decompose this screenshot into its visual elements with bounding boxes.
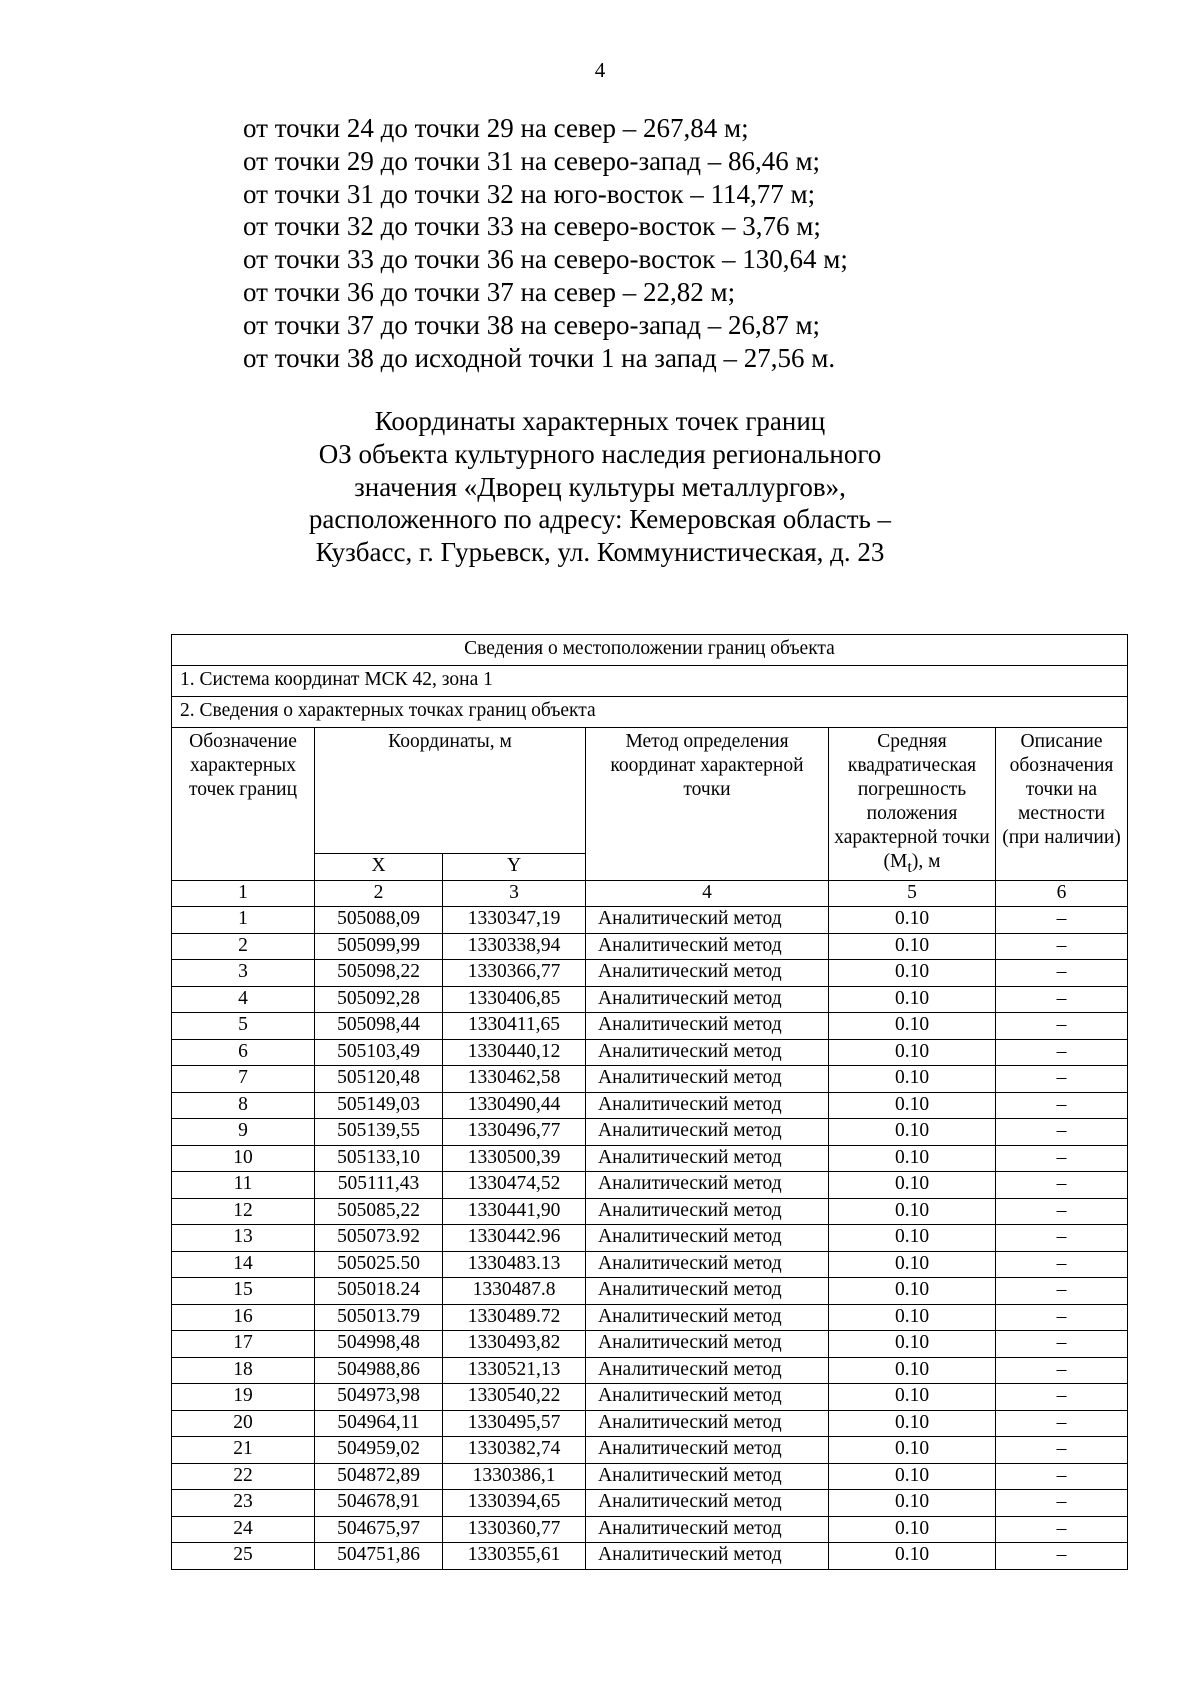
method: Аналитический метод xyxy=(586,1543,829,1570)
mean-error: 0.10 xyxy=(829,1463,996,1490)
point-description: – xyxy=(996,1172,1128,1199)
y-coordinate: 1330355,61 xyxy=(443,1543,586,1570)
method: Аналитический метод xyxy=(586,1225,829,1252)
method: Аналитический метод xyxy=(586,1516,829,1543)
table-row xyxy=(172,933,1128,960)
x-coordinate: 505149,03 xyxy=(315,1092,443,1119)
y-coordinate: 1330490,44 xyxy=(443,1092,586,1119)
point-number: 11 xyxy=(172,1172,315,1199)
y-coordinate: 1330500,39 xyxy=(443,1145,586,1172)
y-coordinate: 1330441,90 xyxy=(443,1198,586,1225)
point-description: – xyxy=(996,1331,1128,1358)
method: Аналитический метод xyxy=(586,1490,829,1517)
table-row xyxy=(172,1543,1128,1570)
y-coordinate: 1330360,77 xyxy=(443,1516,586,1543)
point-description: – xyxy=(996,986,1128,1013)
x-coordinate: 505025.50 xyxy=(315,1251,443,1278)
point-description: – xyxy=(996,960,1128,987)
header-description: Описание обозначения точки на местности (при наличии) xyxy=(996,728,1128,881)
point-number: 10 xyxy=(172,1145,315,1172)
y-coordinate: 1330442.96 xyxy=(443,1225,586,1252)
header-error xyxy=(829,728,996,881)
header-error-text: Средняя квадратическая погрешность положения характерной точки $(M_t)$, м xyxy=(834,731,990,876)
route-line: от точки 36 до точки 37 на север – 22,82 м; xyxy=(243,276,736,307)
point-number: 7 xyxy=(172,1066,315,1093)
y-coordinate: 1330483.13 xyxy=(443,1251,586,1278)
point-number: 13 xyxy=(172,1225,315,1252)
y-coordinate: 1330540,22 xyxy=(443,1384,586,1411)
table-row xyxy=(172,1410,1128,1437)
x-coordinate: 505088,09 xyxy=(315,907,443,934)
heading-line: расположенного по адресу: Кемеровская область – xyxy=(308,504,892,535)
y-coordinate: 1330394,65 xyxy=(443,1490,586,1517)
table-row xyxy=(172,1357,1128,1384)
route-line: от точки 29 до точки 31 на северо-запад – 86,46 м; xyxy=(243,145,821,176)
heading-line: Координаты характерных точек границ xyxy=(374,406,826,436)
table-row xyxy=(172,1384,1128,1411)
x-coordinate: 505013.79 xyxy=(315,1304,443,1331)
method: Аналитический метод xyxy=(586,1331,829,1358)
point-description: – xyxy=(996,1410,1128,1437)
point-description: – xyxy=(996,1198,1128,1225)
x-coordinate: 504964,11 xyxy=(315,1410,443,1437)
x-coordinate: 504959,02 xyxy=(315,1437,443,1464)
table-row xyxy=(172,1066,1128,1093)
point-description: – xyxy=(996,1092,1128,1119)
x-coordinate: 505018.24 xyxy=(315,1278,443,1305)
column-number: 6 xyxy=(996,880,1128,907)
x-coordinate: 505103,49 xyxy=(315,1039,443,1066)
point-number: 3 xyxy=(172,960,315,987)
heading-line: Кузбасс, г. Гурьевск, ул. Коммунистическая, д. 23 xyxy=(315,537,885,568)
y-coordinate: 1330440,12 xyxy=(443,1039,586,1066)
point-description: – xyxy=(996,1490,1128,1517)
point-number: 14 xyxy=(172,1251,315,1278)
mean-error: 0.10 xyxy=(829,1516,996,1543)
mean-error: 0.10 xyxy=(829,1357,996,1384)
mean-error: 0.10 xyxy=(829,1066,996,1093)
point-number: 18 xyxy=(172,1357,315,1384)
method: Аналитический метод xyxy=(586,1251,829,1278)
heading-line: значения «Дворец культуры металлургов», xyxy=(354,471,846,502)
mean-error: 0.10 xyxy=(829,1304,996,1331)
column-number: 4 xyxy=(586,880,829,907)
table-row xyxy=(172,1145,1128,1172)
method: Аналитический метод xyxy=(586,1304,829,1331)
method: Аналитический метод xyxy=(586,960,829,987)
point-description: – xyxy=(996,1278,1128,1305)
heading-line: ОЗ объекта культурного наследия регионального xyxy=(318,438,882,469)
y-coordinate: 1330489.72 xyxy=(443,1304,586,1331)
x-coordinate: 504751,86 xyxy=(315,1543,443,1570)
table-row xyxy=(172,1039,1128,1066)
section-heading xyxy=(0,405,1200,569)
route-line: от точки 24 до точки 29 на север – 267,84 м; xyxy=(243,113,749,143)
route-line: от точки 37 до точки 38 на северо-запад – 26,87 м; xyxy=(243,309,821,340)
y-coordinate: 1330474,52 xyxy=(443,1172,586,1199)
mean-error: 0.10 xyxy=(829,907,996,934)
column-number: 3 xyxy=(443,880,586,907)
y-coordinate: 1330493,82 xyxy=(443,1331,586,1358)
table-row xyxy=(172,1092,1128,1119)
point-number: 17 xyxy=(172,1331,315,1358)
mean-error: 0.10 xyxy=(829,1384,996,1411)
point-description: – xyxy=(996,1013,1128,1040)
x-coordinate: 505120,48 xyxy=(315,1066,443,1093)
point-number: 2 xyxy=(172,933,315,960)
y-coordinate: 1330495,57 xyxy=(443,1410,586,1437)
table-row xyxy=(172,1278,1128,1305)
column-number: 1 xyxy=(172,880,315,907)
point-description: – xyxy=(996,1304,1128,1331)
x-coordinate: 504678,91 xyxy=(315,1490,443,1517)
point-number: 9 xyxy=(172,1119,315,1146)
table-row xyxy=(172,1251,1128,1278)
mean-error: 0.10 xyxy=(829,933,996,960)
route-line: от точки 32 до точки 33 на северо-восток – 3,76 м; xyxy=(243,211,821,242)
point-description: – xyxy=(996,1463,1128,1490)
x-coordinate: 504675,97 xyxy=(315,1516,443,1543)
point-description: – xyxy=(996,1251,1128,1278)
point-number: 22 xyxy=(172,1463,315,1490)
point-description: – xyxy=(996,1384,1128,1411)
point-description: – xyxy=(996,1437,1128,1464)
mean-error: 0.10 xyxy=(829,986,996,1013)
table-row xyxy=(172,1013,1128,1040)
point-number: 20 xyxy=(172,1410,315,1437)
method: Аналитический метод xyxy=(586,1384,829,1411)
method: Аналитический метод xyxy=(586,1463,829,1490)
x-coordinate: 505139,55 xyxy=(315,1119,443,1146)
method: Аналитический метод xyxy=(586,1357,829,1384)
y-coordinate: 1330521,13 xyxy=(443,1357,586,1384)
header-coordinates: Координаты, м xyxy=(315,728,586,854)
table-row xyxy=(172,1490,1128,1517)
method: Аналитический метод xyxy=(586,1278,829,1305)
table-row xyxy=(172,1516,1128,1543)
mean-error: 0.10 xyxy=(829,1490,996,1517)
table-row xyxy=(172,1198,1128,1225)
point-number: 8 xyxy=(172,1092,315,1119)
point-number: 16 xyxy=(172,1304,315,1331)
x-coordinate: 505111,43 xyxy=(315,1172,443,1199)
mean-error: 0.10 xyxy=(829,1251,996,1278)
table-row xyxy=(172,986,1128,1013)
point-description: – xyxy=(996,1119,1128,1146)
method: Аналитический метод xyxy=(586,1013,829,1040)
method: Аналитический метод xyxy=(586,907,829,934)
mean-error: 0.10 xyxy=(829,1278,996,1305)
x-coordinate: 505098,44 xyxy=(315,1013,443,1040)
coordinates-table xyxy=(171,634,1128,1570)
table-title: Сведения о местоположении границ объекта xyxy=(172,635,1128,666)
header-method: Метод определения координат характерной точки xyxy=(586,728,829,881)
table-row xyxy=(172,907,1128,934)
method: Аналитический метод xyxy=(586,1039,829,1066)
method: Аналитический метод xyxy=(586,1172,829,1199)
point-description: – xyxy=(996,1039,1128,1066)
mean-error: 0.10 xyxy=(829,1543,996,1570)
method: Аналитический метод xyxy=(586,1145,829,1172)
x-coordinate: 505092,28 xyxy=(315,986,443,1013)
method: Аналитический метод xyxy=(586,1198,829,1225)
route-line: от точки 38 до исходной точки 1 на запад – 27,56 м. xyxy=(243,342,836,373)
y-coordinate: 1330496,77 xyxy=(443,1119,586,1146)
point-description: – xyxy=(996,1225,1128,1252)
table-row xyxy=(172,1331,1128,1358)
point-number: 21 xyxy=(172,1437,315,1464)
mean-error: 0.10 xyxy=(829,1225,996,1252)
mean-error: 0.10 xyxy=(829,1092,996,1119)
x-coordinate: 505073.92 xyxy=(315,1225,443,1252)
table-row xyxy=(172,1437,1128,1464)
point-description: – xyxy=(996,1543,1128,1570)
point-number: 23 xyxy=(172,1490,315,1517)
point-description: – xyxy=(996,1357,1128,1384)
method: Аналитический метод xyxy=(586,1410,829,1437)
mean-error: 0.10 xyxy=(829,1410,996,1437)
mean-error: 0.10 xyxy=(829,960,996,987)
header-designation: Обозначение характерных точек границ xyxy=(172,728,315,881)
header-x: X xyxy=(315,854,443,881)
point-description: – xyxy=(996,933,1128,960)
point-number: 24 xyxy=(172,1516,315,1543)
point-number: 4 xyxy=(172,986,315,1013)
header-y: Y xyxy=(443,854,586,881)
route-line: от точки 33 до точки 36 на северо-восток – 130,64 м; xyxy=(243,244,848,275)
method: Аналитический метод xyxy=(586,933,829,960)
table-row xyxy=(172,960,1128,987)
point-description: – xyxy=(996,1145,1128,1172)
point-description: – xyxy=(996,907,1128,934)
y-coordinate: 1330347,19 xyxy=(443,907,586,934)
x-coordinate: 504872,89 xyxy=(315,1463,443,1490)
point-number: 15 xyxy=(172,1278,315,1305)
mean-error: 0.10 xyxy=(829,1331,996,1358)
y-coordinate: 1330406,85 xyxy=(443,986,586,1013)
point-description: – xyxy=(996,1516,1128,1543)
coordinate-system: 1. Система координат МСК 42, зона 1 xyxy=(172,666,1128,697)
method: Аналитический метод xyxy=(586,986,829,1013)
mean-error: 0.10 xyxy=(829,1039,996,1066)
method: Аналитический метод xyxy=(586,1066,829,1093)
point-number: 19 xyxy=(172,1384,315,1411)
y-coordinate: 1330411,65 xyxy=(443,1013,586,1040)
x-coordinate: 504988,86 xyxy=(315,1357,443,1384)
y-coordinate: 1330487.8 xyxy=(443,1278,586,1305)
table-row xyxy=(172,1119,1128,1146)
y-coordinate: 1330462,58 xyxy=(443,1066,586,1093)
x-coordinate: 505098,22 xyxy=(315,960,443,987)
method: Аналитический метод xyxy=(586,1092,829,1119)
mean-error: 0.10 xyxy=(829,1119,996,1146)
page-number: 4 xyxy=(594,58,606,82)
point-description: – xyxy=(996,1066,1128,1093)
x-coordinate: 505085,22 xyxy=(315,1198,443,1225)
mean-error: 0.10 xyxy=(829,1013,996,1040)
point-number: 1 xyxy=(172,907,315,934)
table-row xyxy=(172,1172,1128,1199)
table-row xyxy=(172,1304,1128,1331)
x-coordinate: 504998,48 xyxy=(315,1331,443,1358)
y-coordinate: 1330338,94 xyxy=(443,933,586,960)
mean-error: 0.10 xyxy=(829,1172,996,1199)
method: Аналитический метод xyxy=(586,1437,829,1464)
x-coordinate: 505099,99 xyxy=(315,933,443,960)
column-number: 2 xyxy=(315,880,443,907)
x-coordinate: 504973,98 xyxy=(315,1384,443,1411)
point-number: 12 xyxy=(172,1198,315,1225)
mean-error: 0.10 xyxy=(829,1437,996,1464)
point-number: 6 xyxy=(172,1039,315,1066)
route-line: от точки 31 до точки 32 на юго-восток – 114,77 м; xyxy=(243,178,816,209)
y-coordinate: 1330366,77 xyxy=(443,960,586,987)
column-number: 5 xyxy=(829,880,996,907)
point-number: 5 xyxy=(172,1013,315,1040)
route-list xyxy=(243,112,848,374)
y-coordinate: 1330386,1 xyxy=(443,1463,586,1490)
table-row xyxy=(172,1225,1128,1252)
point-number: 25 xyxy=(172,1543,315,1570)
mean-error: 0.10 xyxy=(829,1198,996,1225)
x-coordinate: 505133,10 xyxy=(315,1145,443,1172)
points-section-title: 2. Сведения о характерных точках границ объекта xyxy=(172,697,1128,728)
table-row xyxy=(172,1463,1128,1490)
mean-error: 0.10 xyxy=(829,1145,996,1172)
method: Аналитический метод xyxy=(586,1119,829,1146)
y-coordinate: 1330382,74 xyxy=(443,1437,586,1464)
